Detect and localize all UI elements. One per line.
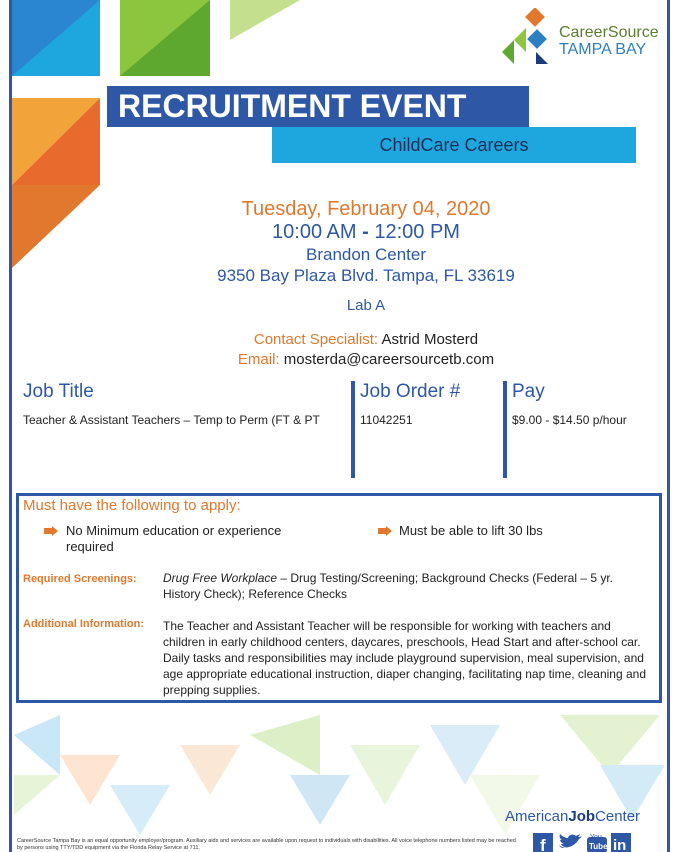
linkedin-icon[interactable]: [611, 833, 631, 852]
svg-text:Tube: Tube: [589, 842, 608, 851]
contact-email-label: Email:: [237, 351, 280, 368]
ajc-text-center: Center: [595, 808, 641, 825]
job-title-heading: Job Title: [23, 381, 94, 402]
brand-name-line1: CareerSource: [559, 24, 659, 41]
event-room: Lab A: [346, 297, 386, 314]
event-time-separator: -: [356, 221, 375, 243]
additional-info-label: Additional Information:: [23, 618, 144, 630]
job-order-value: 11042251: [360, 413, 413, 427]
screenings-text: [163, 570, 648, 602]
brand-name-line2: TAMPA BAY: [559, 41, 647, 58]
column-divider-1: [351, 381, 355, 478]
event-venue: Brandon Center: [305, 245, 427, 264]
job-title-value: Teacher & Assistant Teachers – Temp to Perm (FT & PT: [23, 413, 320, 427]
event-time: [0, 221, 683, 244]
requirements-heading: Must have the following to apply:: [23, 497, 241, 514]
contact-specialist-name: Astrid Mosterd: [381, 331, 479, 348]
facebook-icon[interactable]: [533, 833, 553, 852]
event-subtitle-banner: ChildCare Careers: [272, 127, 636, 163]
twitter-icon[interactable]: [559, 834, 582, 848]
event-time-end: 12:00 PM: [374, 221, 460, 243]
ajc-text-job: Job: [568, 808, 596, 825]
requirement-item: Must be able to lift 30 lbs: [399, 523, 543, 538]
event-time-start: 10:00 AM: [272, 221, 357, 243]
screenings-drug-free: Drug Free Workplace: [163, 571, 278, 585]
careersource-logo: [496, 8, 676, 70]
event-date: Tuesday, February 04, 2020: [241, 198, 491, 220]
arrow-bullet-icon: [378, 526, 392, 536]
event-title-banner: RECRUITMENT EVENT: [107, 86, 529, 127]
contact-specialist: [0, 331, 683, 348]
youtube-icon[interactable]: [587, 834, 608, 852]
screenings-label: Required Screenings:: [23, 573, 137, 585]
svg-text:in: in: [613, 837, 627, 852]
svg-text:You: You: [590, 834, 602, 841]
pay-heading: Pay: [512, 381, 545, 402]
screenings-details: – Drug Testing/Screening; Background Checks (Federal – 5 yr. History Check); Reference Checks: [163, 571, 613, 601]
event-address: 9350 Bay Plaza Blvd. Tampa, FL 33619: [217, 266, 515, 285]
additional-info-text: The Teacher and Assistant Teacher will be responsible for working with teachers and children in early childhood centers, daycares, preschools, Head Start and after-school car. Daily tasks and responsibilities may include playground supervision, meal supervision, and age appropriate educational instruction, diaper changing, facilitating nap time, cleaning and prepping supplies.: [163, 619, 646, 697]
svg-text:f: f: [540, 836, 546, 852]
contact-email: [0, 351, 683, 368]
ajc-text-american: American: [505, 808, 569, 825]
arrow-bullet-icon: [44, 526, 58, 536]
social-icons: [533, 831, 633, 852]
american-job-center-logo: [505, 808, 640, 825]
requirement-item: No Minimum education or experience required: [66, 523, 282, 554]
pay-value: $9.00 - $14.50 p/hour: [512, 413, 627, 427]
job-order-heading: Job Order #: [360, 381, 461, 402]
careersource-logo-mark-icon: [496, 8, 556, 70]
column-divider-2: [503, 381, 507, 478]
contact-email-link[interactable]: mosterda@careersourcetb.com: [283, 351, 495, 368]
contact-specialist-label: Contact Specialist:: [253, 331, 379, 348]
equal-opportunity-notice: CareerSource Tampa Bay is an equal opportunity employer/program. Auxiliary aids and services are available upon request to individuals with disabilities. All voice telephone numbers listed may be reached by persons using TTY/TDD equipment via the Florida Relay Service at 711.: [17, 838, 516, 851]
